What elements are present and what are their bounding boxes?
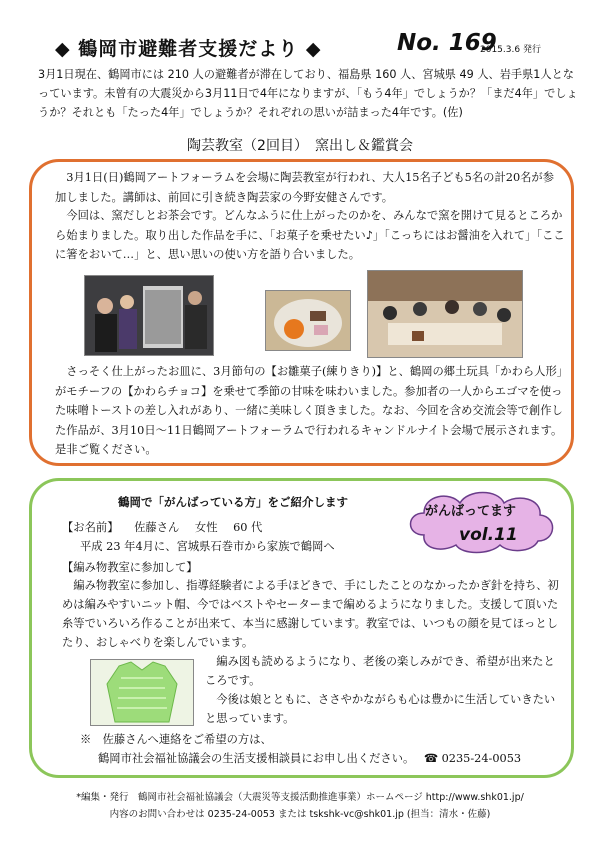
footer [0, 789, 600, 823]
person-profile: 平成 23 年4月に、宮城県石巻市から家族で鶴岡へ [80, 540, 335, 553]
knit-heading: 【編み物教室に参加して】 [62, 561, 198, 574]
newsletter-title: ◆ 鶴岡市避難者支援だより ◆ [55, 38, 322, 60]
intro-text: 3月1日現在、鶴岡市には 210 人の避難者が滞在しており、福島県 160 人、宮城県 49 人、岩手県1人となっています。未曾有の大震災から3月11日で4年になりますが、「もう4年」でしょうか？「まだ4年」でしょうか？それとも「たった4年」でしょうか？それぞれの思いが詰まった4年です。(佐) [38, 68, 578, 119]
knit-body-2 [205, 652, 565, 728]
footer-line-1: *編集・発行 鶴岡市社会福祉協議会（大震災等支援活動推進事業）ホームページ http://www.shk01.jp/ [76, 792, 524, 803]
knit-vest-photo [90, 659, 194, 726]
contact-phone: ☎ 0235-24-0053 [423, 752, 522, 765]
person-name: 佐藤さん [134, 521, 180, 534]
contact-line-2-row [80, 749, 570, 768]
name-label: 【お名前】 [62, 521, 119, 534]
section1-paragraph-2: 今回は、窯だしとお茶会です。どんなふうに仕上がったのかを、みんなで窯を開けて見るところから始まりました。取り出した作品を手に、「お菓子を乗せたい♪」「こっちにはお醤油を入れて」「ここに箸をおいて…」と、思い思いの使い方を語り合いました。 [55, 209, 565, 261]
footer-line-2: 内容のお問い合わせは 0235-24-0053 または tskshk-vc@shk01.jp (担当：清水・佐藤) [109, 809, 491, 820]
person-age: 60 代 [233, 521, 263, 534]
section1-title: 陶芸教室（2回目） 窯出し＆鑑賞会 [187, 138, 413, 154]
contact-line-1: ※ 佐藤さんへ連絡をご希望の方は、 [80, 733, 272, 746]
name-row [62, 518, 274, 537]
knit-paragraph-2: 編み図も読めるようになり、老後の楽しみができ、希望が出来たところです。 [205, 655, 555, 687]
badge-label: がんばってます [425, 504, 517, 519]
contact-line-2: 鶴岡市社会福祉協議会の生活支援相談員にお申し出ください。 [98, 752, 415, 765]
person-gender: 女性 [194, 521, 218, 534]
knit-paragraph-1: 編み物教室に参加し、指導経験者による手ほどきで、手にしたことのなかったかぎ針を持ち、初めは編みやすいニット帽、今ではベストやセーターまで編めるようになりました。支援して頂いた糸等でいろいろ作ることが出来て、本当に感謝しています。教室では、いつもの顔を見てほっとしたり、おしゃべりを楽しんでいます。 [62, 579, 559, 649]
kiln-photo [84, 275, 214, 356]
badge-volume: vol.11 [459, 525, 518, 545]
issue-number: No. 169 [397, 30, 497, 56]
section1-paragraph-3: さっそく仕上がったお皿に、3月節句の【お雛菓子(練りきり)】と、鶴岡の郷土玩具「かわら人形」がモチーフの【かわらチョコ】を乗せて季節の甘味を味わいました。参加者の一人からエゴマを使った味噌トーストの差し入れがあり、一緒に美味しく頂きました。なお、今回を含め交流会等で創作した作品が、3月10日～11日鶴岡アートフォーラムで行われるキャンドルナイト会場で展示されます。是非ご覧ください。 [55, 365, 563, 456]
tea-party-photo [367, 270, 523, 358]
issue-date: 2015.3.6 発行 [480, 45, 541, 55]
knit-body [62, 576, 567, 652]
section2-title: 鶴岡で「がんばっている方」をご紹介します [118, 495, 348, 509]
knit-paragraph-3: 今後は娘とともに、ささやかながらも心は豊かに生活していきたいと思っています。 [205, 693, 556, 725]
section1-paragraph-1: 3月1日(日)鶴岡アートフォーラムを会場に陶芸教室が行われ、大人15名子ども5名の計20名が参加しました。講師は、前回に引き続き陶芸家の今野安健さんです。 [55, 171, 555, 204]
contact-info [80, 730, 570, 768]
sweets-plate-photo [265, 290, 351, 351]
